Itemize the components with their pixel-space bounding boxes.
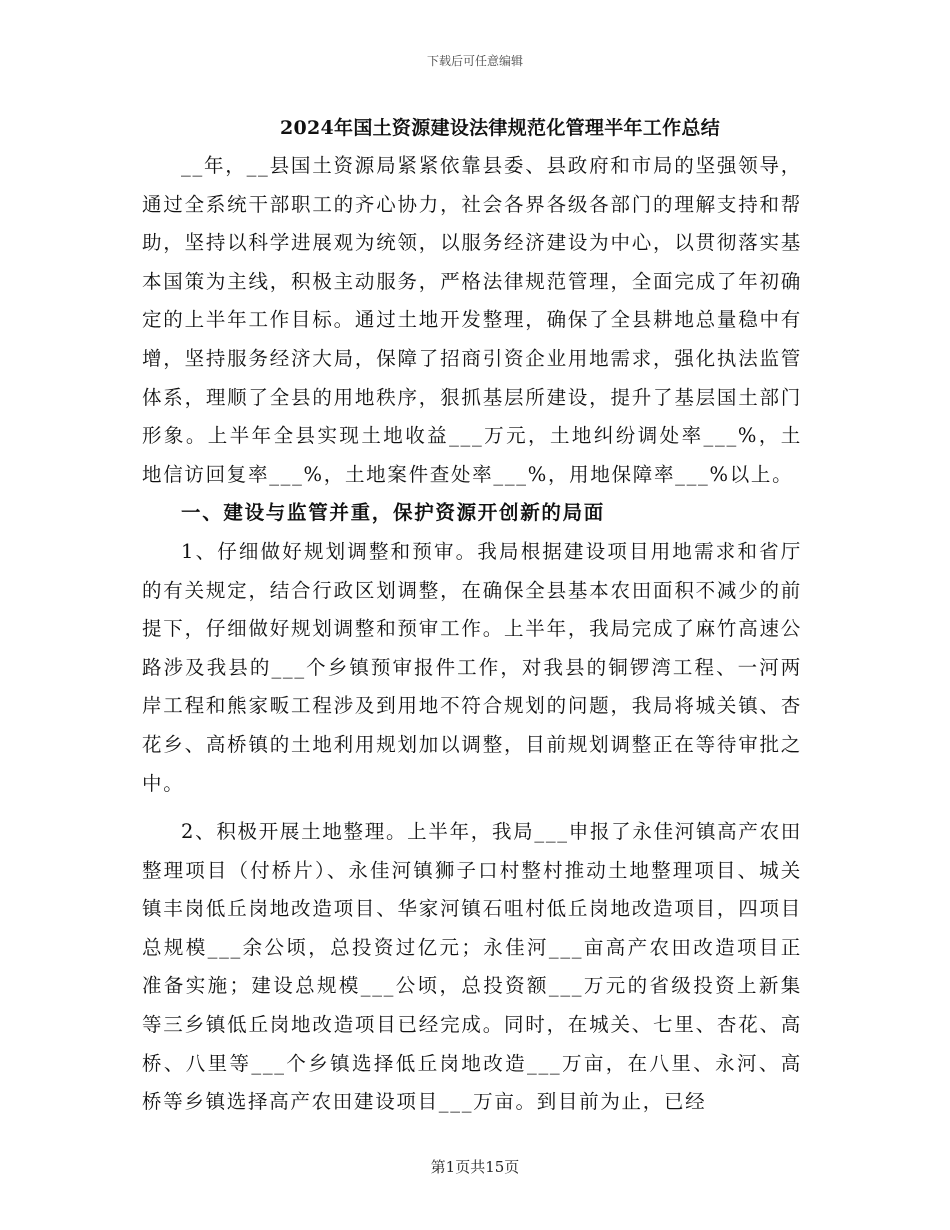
- document-body: [142, 147, 802, 1122]
- page-number: 第1页共15页: [430, 1158, 520, 1176]
- section-heading: 一、建设与监管并重，保护资源开创新的局面: [181, 501, 606, 525]
- page-header-note: 下载后可任意编辑: [426, 54, 523, 68]
- paragraph-planning: 1、仔细做好规划调整和预审。我局根据建设项目用地需求和省厅的有关规定，结合行政区划调整，在确保全县基本农田面积不减少的前提下，仔细做好规划调整和预审工作。上半年，我局完成了麻竹高速公路涉及我县的___个乡镇预审报件工作，对我县的铜锣湾工程、一河两岸工程和熊家畈工程涉及到用地不符合规划的问题，我局将城关镇、杏花乡、高桥镇的土地利用规划加以调整，目前规划调整正在等待审批之中。: [142, 539, 802, 795]
- document-title: 2024年国土资源建设法律规范化管理半年工作总结: [279, 117, 721, 139]
- paragraph-land-consolidation: 2、积极开展土地整理。上半年，我局___申报了永佳河镇高产农田整理项目（付桥片）、永佳河镇狮子口村整村推动土地整理项目、城关镇丰岗低丘岗地改造项目、华家河镇石咀村低丘岗地改造项目，四项目总规模___余公顷，总投资过亿元；永佳河___亩高产农田改造项目正准备实施；建设总规模___公顷，总投资额___万元的省级投资上新集等三乡镇低丘岗地改造项目已经完成。同时，在城关、七里、杏花、高桥、八里等___个乡镇选择低丘岗地改造___万亩，在八里、永河、高桥等乡镇选择高产农田建设项目___万亩。到目前为止，已经: [142, 820, 802, 1114]
- intro-paragraph: __年，__县国土资源局紧紧依靠县委、县政府和市局的坚强领导，通过全系统干部职工的齐心协力，社会各界各级各部门的理解支持和帮助，坚持以科学进展观为统领，以服务经济建设为中心，以贯彻落实基本国策为主线，积极主动服务，严格法律规范管理，全面完成了年初确定的上半年工作目标。通过土地开发整理，确保了全县耕地总量稳中有增，坚持服务经济大局，保障了招商引资企业用地需求，强化执法监管体系，理顺了全县的用地秩序，狠抓基层所建设，提升了基层国土部门形象。上半年全县实现土地收益___万元，土地纠纷调处率___%，土地信访回复率___%，土地案件查处率___%，用地保障率___%以上。: [142, 154, 802, 486]
